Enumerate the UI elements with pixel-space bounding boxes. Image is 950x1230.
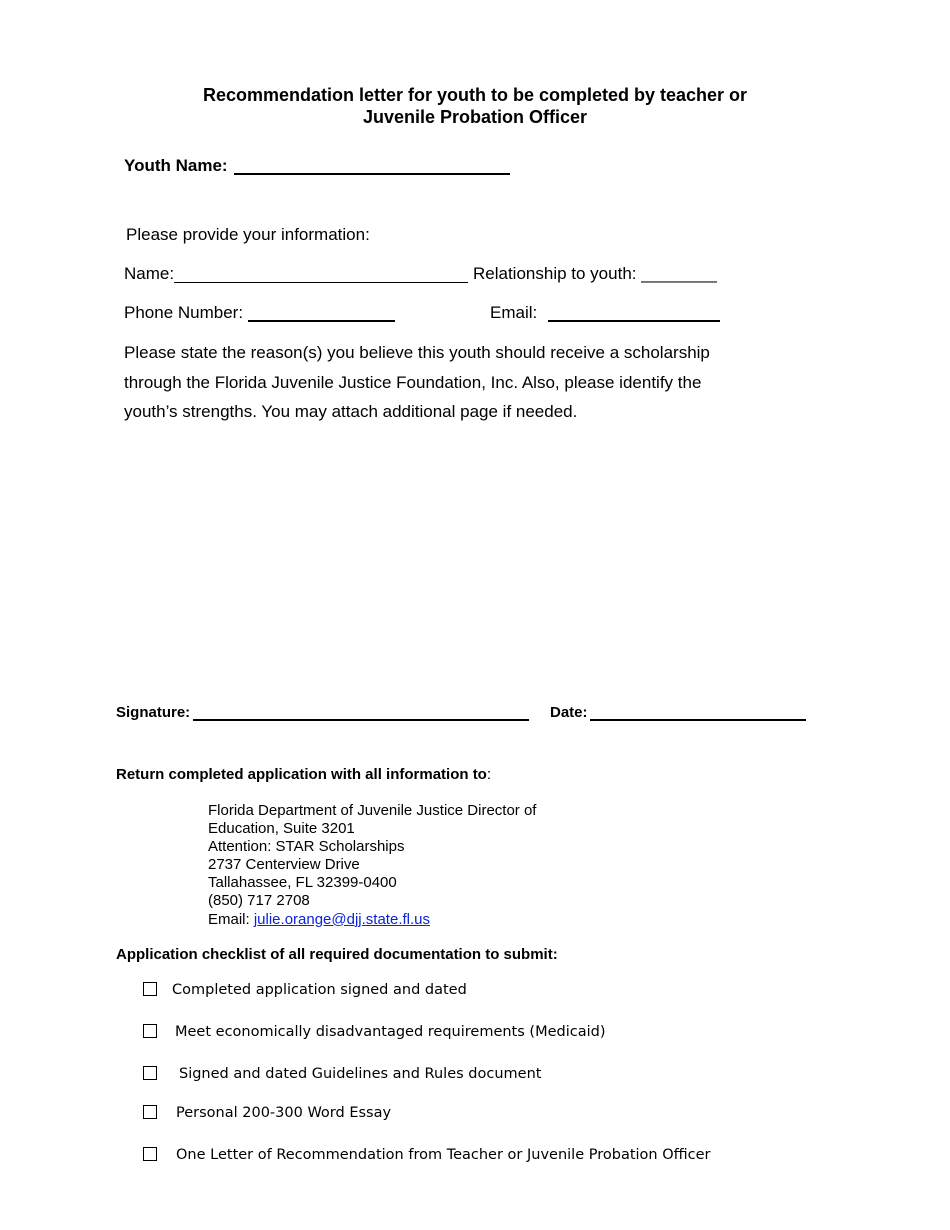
checklist-checkbox-guidelines[interactable] [143, 1066, 157, 1080]
name-label: Name: [124, 264, 175, 283]
email-prefix: Email: [208, 910, 254, 928]
email-field[interactable] [548, 320, 720, 322]
checklist-checkbox-recommendation[interactable] [143, 1147, 157, 1161]
address-line: Education, Suite 3201 [208, 820, 355, 838]
signature-field[interactable] [193, 719, 529, 721]
address-line: (850) 717 2708 [208, 892, 310, 910]
info-prompt: Please provide your information: [126, 225, 370, 244]
youth-name-field[interactable] [234, 173, 510, 175]
reason-paragraph [124, 338, 744, 427]
checklist-item-label: Completed application signed and dated [172, 982, 467, 998]
address-line: Attention: STAR Scholarships [208, 838, 405, 856]
mailing-address [208, 802, 708, 929]
phone-label: Phone Number: [124, 303, 244, 322]
checklist-checkbox-application[interactable] [143, 982, 157, 996]
reason-line-3: youth’s strengths. You may attach additional page if needed. [124, 402, 578, 421]
checklist-item-label: Signed and dated Guidelines and Rules document [179, 1066, 542, 1082]
name-field[interactable] [174, 282, 468, 283]
phone-field[interactable] [248, 320, 395, 322]
youth-name-label: Youth Name: [124, 156, 228, 175]
checklist-checkbox-medicaid[interactable] [143, 1024, 157, 1038]
date-field[interactable] [590, 719, 806, 721]
address-line: 2737 Centerview Drive [208, 856, 360, 874]
signature-label: Signature: [116, 704, 191, 721]
checklist-item-label: One Letter of Recommendation from Teacher or Juvenile Probation Officer [176, 1147, 711, 1163]
date-label: Date: [550, 704, 588, 721]
checklist-item-label: Meet economically disadvantaged requirements (Medicaid) [175, 1024, 606, 1040]
return-heading-colon: : [486, 766, 492, 783]
return-heading-text: Return completed application with all information to [116, 766, 487, 783]
page-title-line2: Juvenile Probation Officer [362, 107, 588, 127]
relationship-label: Relationship to youth: ________ [473, 264, 717, 283]
return-heading [116, 766, 491, 783]
address-line: Florida Department of Juvenile Justice Director of [208, 802, 537, 819]
reason-line-2: through the Florida Juvenile Justice Foundation, Inc. Also, please identify the [124, 372, 702, 392]
checklist-checkbox-essay[interactable] [143, 1105, 157, 1119]
address-line: Tallahassee, FL 32399-0400 [208, 874, 397, 892]
page-title-line1: Recommendation letter for youth to be completed by teacher or [202, 85, 748, 105]
reason-line-1: Please state the reason(s) you believe this youth should receive a scholarship [124, 343, 710, 362]
contact-email-link[interactable]: julie.orange@djj.state.fl.us [253, 910, 430, 928]
checklist-item-label: Personal 200-300 Word Essay [176, 1105, 392, 1121]
checklist-heading: Application checklist of all required documentation to submit: [116, 946, 558, 963]
email-label: Email: [490, 303, 538, 322]
email-line [208, 911, 708, 929]
